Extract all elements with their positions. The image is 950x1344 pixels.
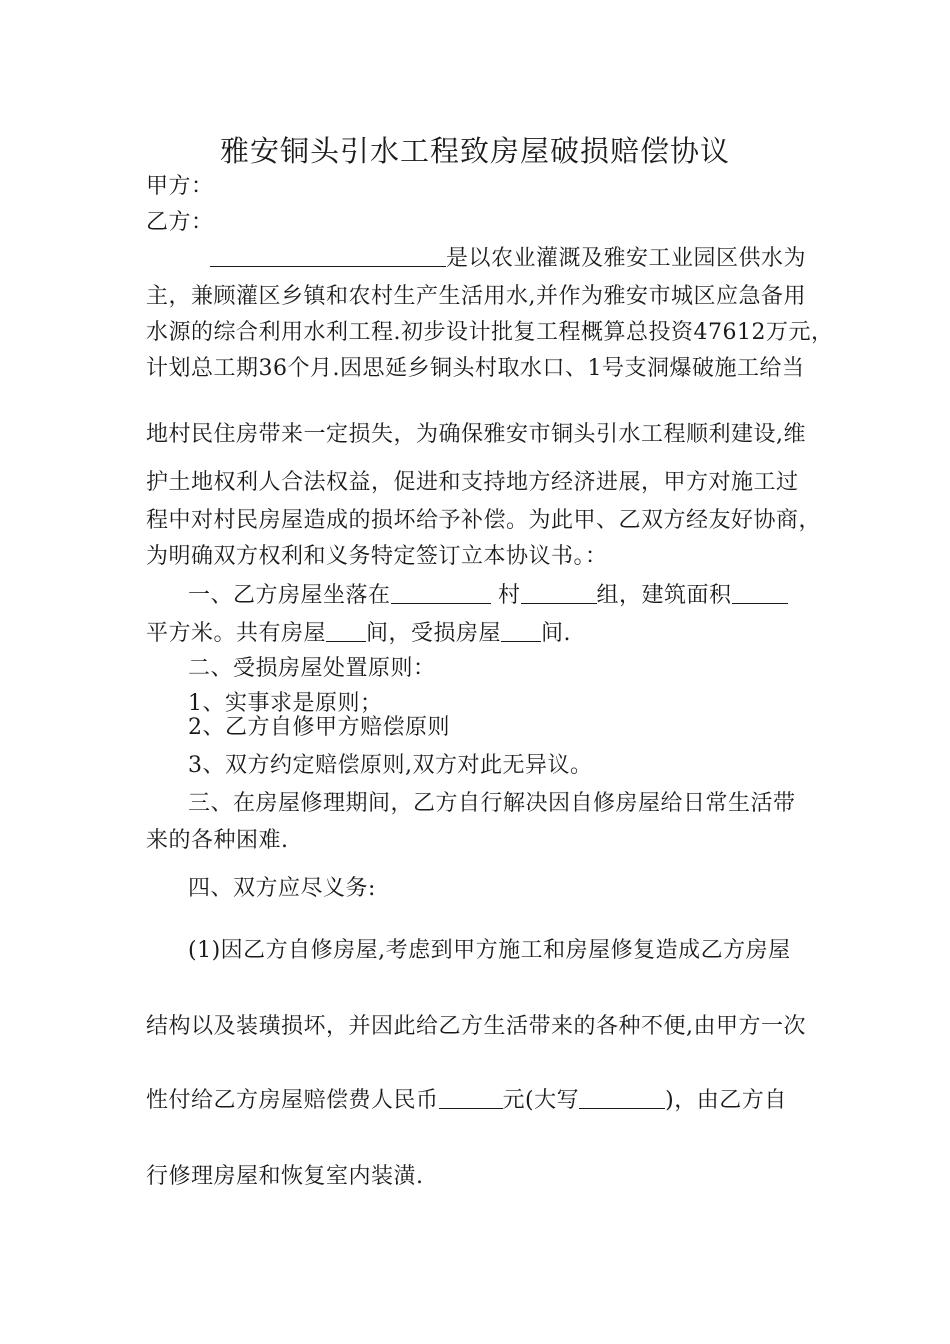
section-4-p1-line-3 bbox=[146, 1087, 787, 1115]
section-2-item-3: 3、双方约定赔偿原则,双方对此无异议。 bbox=[188, 753, 593, 778]
intro-line-1 bbox=[210, 245, 806, 273]
document-title: 雅安铜头引水工程致房屋破损赔偿协议 bbox=[219, 134, 730, 168]
section-1-location-label: 一、乙方房屋坐落在 bbox=[188, 583, 391, 608]
section-4-p1-line-1: (1)因乙方自修房屋,考虑到甲方施工和房屋修复造成乙方房屋 bbox=[188, 938, 791, 963]
intro-line-5: 地村民住房带来一定损失，为确保雅安市铜头引水工程顺利建设,维 bbox=[146, 422, 806, 447]
compensation-amount-blank bbox=[439, 1088, 503, 1109]
damaged-rooms-blank bbox=[501, 621, 541, 642]
section-4-p1-line-2: 结构以及装璜损坏，并因此给乙方生活带来的各种不便,由甲方一次 bbox=[146, 1014, 806, 1039]
intro-line-7: 程中对村民房屋造成的损坏给予补偿。为此甲、乙双方经友好协商， bbox=[146, 508, 822, 533]
section-1-line-1 bbox=[188, 582, 788, 610]
section-4-p1-line-4: 行修理房屋和恢复室内装潢. bbox=[146, 1164, 424, 1189]
compensation-label: 性付给乙方房屋赔偿费人民币 bbox=[146, 1088, 439, 1113]
party-a-label: 甲方： bbox=[146, 174, 214, 199]
location-blank bbox=[391, 583, 491, 604]
intro-line-8: 为明确双方权利和义务特定签订立本协议书。： bbox=[146, 544, 608, 569]
section-1-end: 间. bbox=[541, 621, 572, 646]
section-1-damaged-label: 间，受损房屋 bbox=[366, 621, 502, 646]
area-blank bbox=[732, 583, 788, 604]
total-rooms-blank bbox=[326, 621, 366, 642]
intro-line-3: 水源的综合利用水利工程.初步设计批复工程概算总投资47612万元， bbox=[146, 320, 834, 345]
project-name-blank bbox=[210, 246, 446, 267]
intro-line-2: 主，兼顾灌区乡镇和农村生产生活用水,并作为雅安市城区应急备用 bbox=[146, 284, 806, 309]
section-2-item-2: 2、乙方自修甲方赔偿原则 bbox=[188, 715, 450, 740]
section-3-line-1: 三、在房屋修理期间，乙方自行解决因自修房屋给日常生活带 bbox=[188, 791, 796, 816]
section-1-group-label: 组，建筑面积 bbox=[596, 583, 732, 608]
section-2-item-1: 1、实事求是原则； bbox=[188, 691, 383, 716]
section-2-heading: 二、受损房屋处置原则： bbox=[188, 656, 436, 681]
section-3-line-2: 来的各种困难. bbox=[146, 828, 289, 853]
compensation-tail: )，由乙方自 bbox=[665, 1088, 787, 1113]
party-b-label: 乙方： bbox=[146, 210, 214, 235]
section-4-heading: 四、双方应尽义务: bbox=[188, 876, 376, 901]
section-1-sqm-label: 平方米。共有房屋 bbox=[146, 621, 327, 646]
section-1-line-2 bbox=[146, 620, 571, 648]
compensation-capital-label: 元(大写 bbox=[502, 1088, 580, 1113]
intro-line-4: 计划总工期36个月.因思延乡铜头村取水口、1号支洞爆破施工给当 bbox=[146, 356, 805, 381]
village-blank bbox=[521, 583, 597, 604]
compensation-capital-blank bbox=[579, 1088, 665, 1109]
section-1-village-label: 村 bbox=[498, 583, 521, 608]
intro-line-6: 护土地权利人合法权益，促进和支持地方经济进展，甲方对施工过 bbox=[146, 470, 799, 495]
intro-line-1-text: 是以农业灌溉及雅安工业园区供水为 bbox=[446, 246, 807, 271]
